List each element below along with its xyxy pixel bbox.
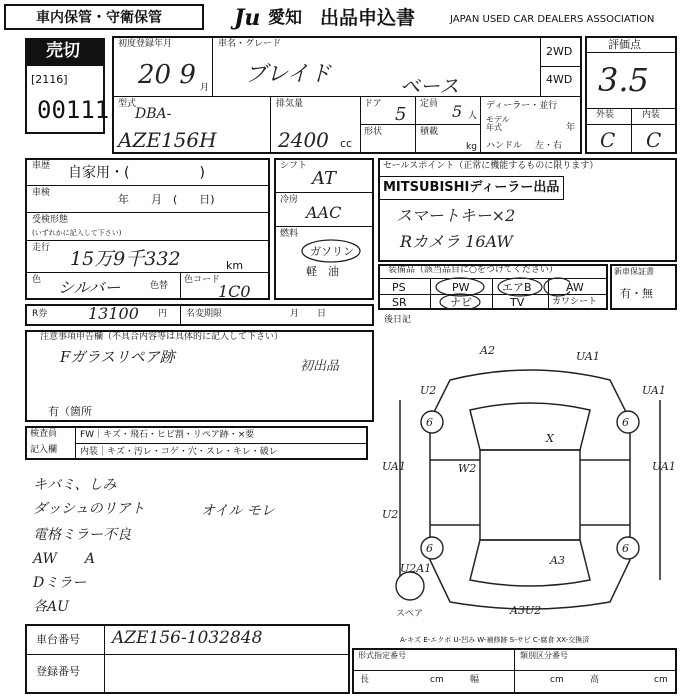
tire-rear-left: 6	[426, 542, 433, 555]
type-prefix: DBA-	[135, 106, 172, 122]
org-name: 愛知	[268, 8, 302, 28]
mark-ua1-left: UA1	[382, 460, 406, 473]
inspector-notes	[25, 466, 368, 616]
rcert-value: 13100	[88, 304, 139, 323]
inspector-label-1: 検査員	[30, 429, 58, 439]
shift-label: シフト	[280, 161, 308, 171]
equip-aw: AW	[566, 281, 584, 294]
tire-front-right: 6	[622, 416, 629, 429]
reg-date-value: 20 9	[138, 60, 196, 90]
interior-grade: C	[646, 128, 662, 152]
rcert-unit: 円	[158, 309, 168, 319]
color-label: 色	[32, 275, 42, 285]
mark-ua1-right: UA1	[642, 384, 666, 397]
exterior-label: 外装	[596, 110, 615, 120]
sales-point-1: スマートキー×2	[396, 206, 516, 225]
expiry-label: 名変期限	[186, 309, 223, 319]
mark-u2-left-2: U2	[382, 508, 399, 521]
type-label: 型式	[118, 99, 137, 109]
month-label: 月	[200, 83, 210, 93]
history-label: 車歴	[32, 161, 51, 171]
inspector-note-3: 電格ミラー不良	[33, 527, 131, 543]
displacement-label: 排気量	[276, 99, 304, 109]
car-name-value: ブレイド	[245, 62, 332, 87]
interior-check-row: 内装｜キズ・汚レ・コゲ・穴・スレ・キレ・破レ	[80, 447, 278, 457]
fuel-circle-mark	[300, 238, 362, 264]
dim-length-unit: cm	[430, 675, 444, 685]
sales-point-label: セールスポイント（正常に機能するものに限ります）	[383, 161, 599, 171]
equip-sr: SR	[392, 296, 407, 309]
mileage-unit: km	[226, 259, 244, 272]
load-unit: kg	[466, 142, 477, 152]
form-title: 出品申込書	[320, 7, 416, 29]
lot-number: 00111	[37, 96, 110, 124]
dim-height: 高	[590, 675, 600, 685]
chassis-value: AZE156-1032848	[112, 628, 263, 648]
inspector-note-1: キバミ、しみ	[33, 477, 117, 493]
transfer-label: 受検形態	[32, 215, 69, 225]
dealer-stamp-text: MITSUBISHIディーラー出品	[383, 180, 560, 195]
mark-x: X	[546, 432, 554, 445]
warranty-label: 新車保証書	[614, 267, 654, 276]
ref-number: [2116]	[31, 73, 68, 86]
spare-label: スペア	[396, 609, 424, 619]
sales-point-2: Rカメラ 16AW	[400, 232, 513, 251]
mileage-value: 15万9千332	[70, 248, 181, 270]
damage-legend: A-キズ E-エクボ U-凹み W-補修跡 S-サビ C-腐食 XX-交換済	[400, 636, 590, 644]
inspector-label-2: 記入欄	[30, 445, 58, 455]
score-label: 評価点	[608, 38, 641, 51]
score-value: 3.5	[598, 61, 649, 99]
equip-ps: PS	[392, 281, 406, 294]
repair-history: 有（箇所	[48, 405, 92, 418]
inspector-note-6: 各AU	[33, 599, 69, 615]
capacity-label: 定員	[420, 99, 439, 109]
inspection-label: 車検	[32, 188, 51, 198]
mark-u2-left: U2	[420, 384, 437, 397]
handle-label: ハンドル	[486, 141, 523, 151]
rcert-label: R券	[32, 309, 48, 319]
color-value: シルバー	[58, 278, 121, 297]
dim-length: 長	[360, 675, 370, 685]
inspection-value: 年 月 ( 日)	[118, 193, 215, 206]
dim-label-2: 類別区分番号	[520, 651, 568, 660]
dim-width-unit: cm	[550, 675, 564, 685]
warranty-options: 有・無	[620, 287, 653, 300]
rear-notes-label: 後日記	[384, 315, 412, 325]
equip-navi: ナビ	[450, 296, 472, 309]
mark-a3u2: A3U2	[510, 604, 542, 617]
mark-ua1-right-2: UA1	[652, 460, 676, 473]
inspector-note-2: ダッシュのリアト	[33, 501, 145, 517]
sold-label	[25, 38, 105, 64]
inspector-oil-note: オイル モレ	[201, 503, 275, 519]
chassis-label: 車台番号	[36, 633, 80, 646]
equip-leather: カワシート	[552, 297, 598, 307]
transfer-note: (いずれかに記入して下さい)	[32, 229, 122, 237]
capacity-unit: 人	[468, 111, 478, 121]
storage-label	[4, 4, 204, 30]
capacity-value: 5	[452, 102, 463, 121]
door-label: ドア	[364, 99, 382, 109]
drive-2wd: 2WD	[546, 45, 573, 58]
fuel-label: 燃料	[280, 229, 299, 239]
equip-pw: PW	[452, 281, 470, 294]
equip-circle-marks	[430, 276, 570, 310]
year-unit: 年	[566, 123, 576, 133]
mark-a2: A2	[480, 344, 495, 357]
handle-options: 左・右	[535, 141, 563, 151]
mark-a3: A3	[550, 554, 565, 567]
history-value: 自家用・( )	[68, 165, 205, 181]
displacement-value: 2400	[278, 128, 329, 152]
notes-label: 注意事項申告欄（不具合内容等は具体的に記入して下さい）	[40, 332, 284, 342]
displacement-unit: cc	[340, 137, 353, 150]
fuel-gasoline: ガソリン	[310, 245, 354, 258]
lot-box	[25, 64, 110, 134]
equip-tv: TV	[510, 296, 525, 309]
shape-label: 形状	[364, 127, 383, 137]
dealer-label: ディーラー・並行	[486, 101, 558, 111]
interior-label: 内装	[642, 110, 661, 120]
inspector-note-5: Dミラー	[33, 575, 87, 591]
shift-value: AT	[312, 168, 337, 189]
tire-front-left: 6	[426, 416, 433, 429]
ju-logo: Ju	[234, 5, 261, 31]
color-code-value: 1C0	[218, 282, 251, 301]
fuel-diesel: 軽 油	[306, 265, 339, 278]
door-value: 5	[395, 104, 407, 125]
notes-line-1: Fガラスリペア跡	[60, 348, 175, 366]
grade-value: ベース	[400, 74, 459, 98]
color-code-label: 色コード	[184, 275, 221, 285]
equip-airbag: エアB	[502, 281, 532, 294]
mark-u2a1: U2A1	[400, 562, 432, 575]
type-value: AZE156H	[118, 128, 217, 152]
car-damage-diagram	[380, 340, 680, 620]
association-name: JAPAN USED CAR DEALERS ASSOCIATION	[450, 14, 655, 25]
mileage-label: 走行	[32, 243, 51, 253]
storage-text: 車内保管・守衛保管	[36, 10, 162, 26]
car-name-label: 車名・グレード	[218, 39, 282, 49]
dim-label-1: 形式指定番号	[358, 651, 406, 660]
inspector-note-4: AW A	[33, 551, 96, 567]
ac-label: 冷房	[280, 195, 299, 205]
reg-date-label: 初度登録年月	[118, 39, 173, 49]
fw-check-row: FW｜キズ・飛石・ヒビ割・リペア跡・×要	[80, 430, 255, 440]
color-change-label: 色替	[150, 281, 169, 291]
model-year-label: モデル 年式	[486, 115, 510, 132]
load-label: 積載	[420, 127, 439, 137]
mark-w2: W2	[458, 462, 477, 475]
drive-4wd: 4WD	[546, 73, 573, 86]
mark-ua1-top: UA1	[576, 350, 600, 363]
ac-value: AAC	[306, 203, 342, 222]
registration-label: 登録番号	[36, 665, 80, 678]
expiry-value: 月 日	[290, 309, 327, 319]
notes-line-2: 初出品	[300, 359, 340, 374]
exterior-grade: C	[600, 128, 616, 152]
equipment-label: 装備品（該当品目に○をつけてください）	[388, 265, 558, 275]
tire-rear-right: 6	[622, 542, 629, 555]
dim-height-unit: cm	[654, 675, 668, 685]
sold-text: 売切	[46, 41, 80, 61]
dim-width: 幅	[470, 675, 480, 685]
